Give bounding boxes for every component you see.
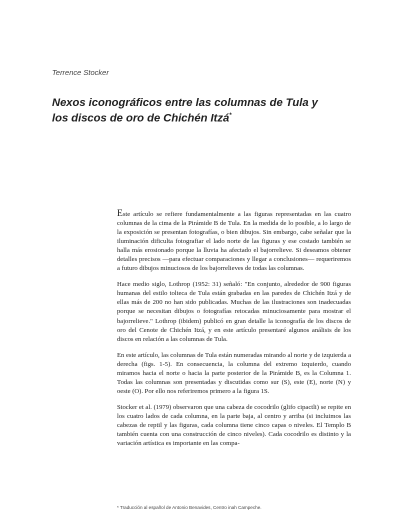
paragraph-3 <box>117 351 351 396</box>
footnote-marker: * <box>229 113 232 119</box>
paragraph-2 <box>117 280 351 343</box>
author-name: Terrence Stocker <box>52 68 109 77</box>
article-body <box>117 210 351 455</box>
paragraph-text: En este artículo, las columnas de Tula están numeradas mirando al norte y de izquierda a derecha (figs. 1-5). En consecuencia, la columna del extremo izquierdo, cuando miramos hacia el norte o hacia la parte posterior de la Pirámide B, es la Columna 1. Todas las columnas son presentadas y discutidas como sur (S), este (E), norte (N) y oeste (O). Por ello nos referiremos primero a la figura 1S. <box>117 351 352 395</box>
paragraph-lead-letter: E <box>117 209 123 219</box>
article-title <box>52 97 332 126</box>
paragraph-1 <box>117 210 351 273</box>
paragraph-text: Stocker et al. (1979) observaron que una cabeza de cocodrilo (glifo cipactli) se repite en los cuatro lados de cada columna, en la parte baja, al centro y arriba (si incluimos las cabezas de reptil y las figuras, cada columna tiene cinco capas o niveles. El Templo B también cuenta con una construcción de cinco niveles). Cada cocodrilo es distinto y la variación artística es importante en las compa- <box>117 403 351 448</box>
paragraph-4 <box>117 403 351 448</box>
article-title-text: Nexos iconográficos entre las columnas de Tula y los discos de oro de Chichén Itzá <box>52 97 318 125</box>
footnote: * Traducción al español de Antonio Benavides, Centro inah Campeche. <box>117 505 262 510</box>
paragraph-text: ste artículo se refiere fundamentalmente a las figuras representadas en las cuatro columnas de la cima de la Pirámide B de Tula. En la medida de lo posible, a lo largo de la exposición se presentan fotografías, o bien dibujos. Sin embargo, cabe señalar que la iluminación dificulta fotografiar el lado norte de las figuras y ese costado también se halla más erosionado porque la lluvia ha afectado el bajorrelieve. Si deseamos obtener detalles precisos —para efectuar comparaciones y llegar a conclusiones— requeriremos a futuro dibujos minuciosos de los bajorrelieves de todas las columnas. <box>117 211 351 273</box>
paragraph-text: Hace medio siglo, Lothrop (1952: 31) señaló: "En conjunto, alrededor de 900 figuras humanas del estilo tolteca de Tula están grabadas en las paredes de Chichén Itzá y de ellas más de 200 no han sido publicadas. Muchas de las ilustraciones son inadecuadas porque se necesitan dibujos o fotografías retocadas minuciosamente para mostrar el bajorrelieve." Lothrop (ibidem) publicó en gran detalle la iconografía de los discos de oro del Cenote de Chichén Itzá, y en este artículo presentaré algunos análisis de los discos en relación a las columnas de Tula. <box>117 281 351 343</box>
